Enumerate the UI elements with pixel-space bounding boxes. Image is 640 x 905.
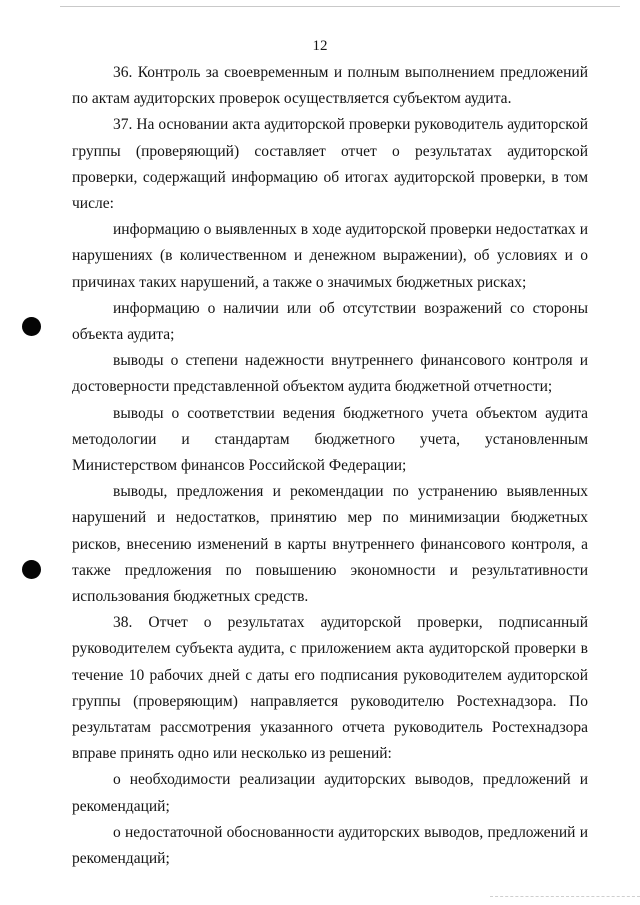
list-item-objections-info: информацию о наличии или об отсутствии возражений со стороны объекта аудита; [72, 299, 588, 344]
scan-edge-bottom [490, 896, 640, 897]
punch-hole-mark [22, 317, 41, 336]
document-body [72, 60, 588, 872]
punch-hole-mark [22, 560, 41, 579]
scan-edge-top [60, 6, 620, 7]
list-item-accounting-compliance: выводы о соответствии ведения бюджетного учета объектом аудита методологии и стандартам бюджетного учета, установленным Министерством финансов Российской Федерации; [72, 404, 588, 475]
decision-item-insufficient-grounds: о недостаточной обоснованности аудиторских выводов, предложений и рекомендаций; [72, 823, 588, 868]
list-item-control-reliability: выводы о степени надежности внутреннего финансового контроля и достоверности представленной объектом аудита бюджетной отчетности; [72, 352, 588, 396]
paragraph-37: 37. На основании акта аудиторской проверки руководитель аудиторской группы (проверяющий) составляет отчет о результатах аудиторской проверки, содержащий информацию об итогах аудиторской проверки, в том числе: [72, 116, 588, 213]
list-item-violations-info: информацию о выявленных в ходе аудиторской проверки недостатках и нарушениях (в количественном и денежном выражении), об условиях и о причинах таких нарушений, а также о значимых бюджетных рисках; [72, 221, 588, 291]
page-number: 12 [312, 38, 328, 54]
list-item-recommendations: выводы, предложения и рекомендации по устранению выявленных нарушений и недостатков, принятию мер по минимизации бюджетных рисков, внесению изменений в карты внутреннего финансового контроля, а также предложения по повышению экономности и результативности использования бюджетных средств. [72, 483, 588, 606]
decision-item-implementation: о необходимости реализации аудиторских выводов, предложений и рекомендаций; [72, 771, 588, 815]
paragraph-38: 38. Отчет о результатах аудиторской проверки, подписанный руководителем субъекта аудита, с приложением акта аудиторской проверки в течение 10 рабочих дней с даты его подписания руководителем аудиторской группы (проверяющим) направляется руководителю Ростехнадзора. По результатам рассмотрения указанного отчета руководитель Ростехнадзора вправе принять одно или несколько из решений: [72, 614, 588, 763]
paragraph-36: 36. Контроль за своевременным и полным выполнением предложений по актам аудиторских проверок осуществляется субъектом аудита. [72, 64, 588, 108]
